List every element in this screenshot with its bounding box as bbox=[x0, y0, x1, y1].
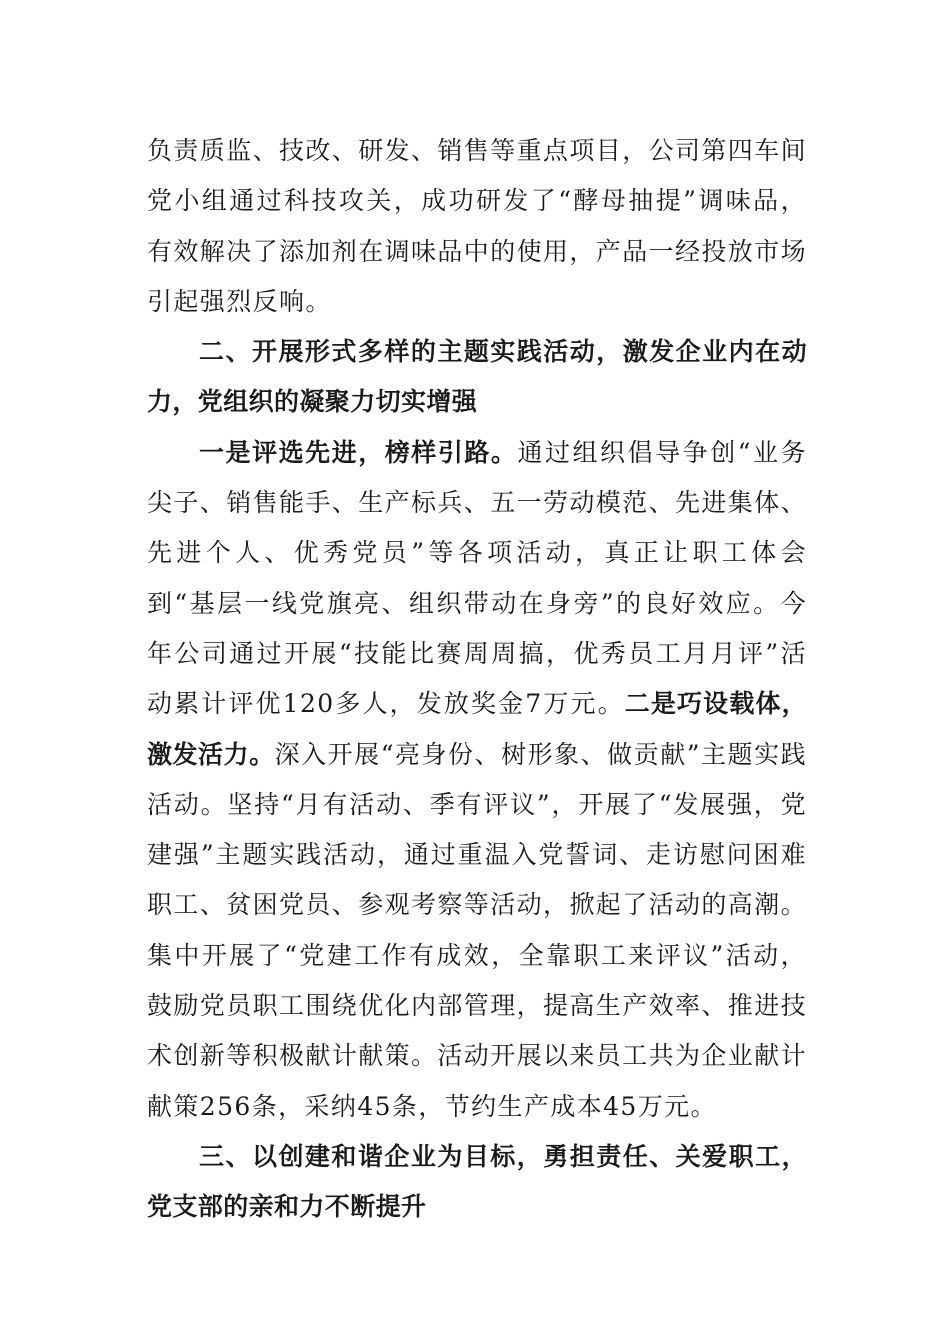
section-heading-2: 二、开展形式多样的主题实践活动，激发企业内在动力，党组织的凝聚力切实增强 bbox=[147, 337, 807, 417]
body-paragraph bbox=[147, 428, 807, 1132]
lead-phrase-1: 一是评选先进，榜样引路。 bbox=[199, 437, 518, 467]
continuation-paragraph: 负责质监、技改、研发、销售等重点项目，公司第四车间党小组通过科技攻关，成功研发了“酵母抽提”调味品，有效解决了添加剂在调味品中的使用，产品一经投放市场引起强烈反响。 bbox=[147, 136, 808, 316]
lead-phrase-2: 二是巧设载体，激发活力。 bbox=[147, 689, 807, 769]
document-page bbox=[147, 126, 807, 1233]
section-heading-3: 三、以创建和谐企业为目标，勇担责任、关爱职工，党支部的亲和力不断提升 bbox=[147, 1141, 807, 1222]
paragraph-text-1: 通过组织倡导争创“业务尖子、销售能手、生产标兵、五一劳动模范、先进集体、先进个人、优秀党员”等各项活动，真正让职工体会到“基层一线党旗亮、组织带动在身旁”的良好效应。今年公司通过开展“技能比赛周周搞，优秀员工月月评”活动累计评优120多人，发放奖金7万元。 bbox=[147, 437, 808, 719]
paragraph-text-2: 深入开展“亮身份、树形象、做贡献”主题实践活动。坚持“月有活动、季有评议”，开展了“发展强，党建强”主题实践活动，通过重温入党誓词、走访慰问困难职工、贫困党员、参观考察等活动，掀起了活动的高潮。集中开展了“党建工作有成效，全靠职工来评议”活动，鼓励党员职工围绕优化内部管理，提高生产效率、推进技术创新等积极献计献策。活动开展以来员工共为企业献计献策256条，采纳45条，节约生产成本45万元。 bbox=[147, 739, 808, 1121]
